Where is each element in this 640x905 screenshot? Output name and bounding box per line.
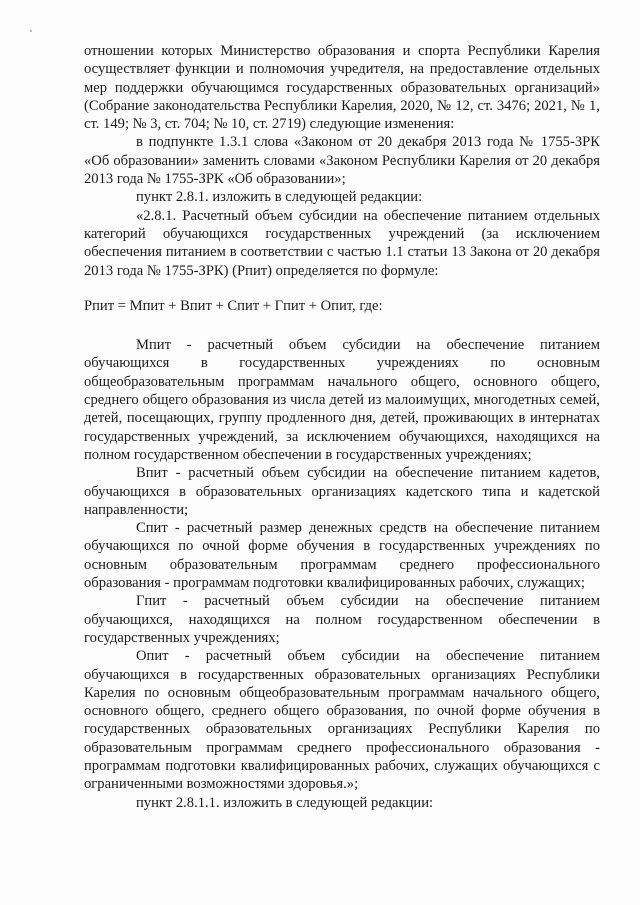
paragraph-subitem-1-3-1: в подпункте 1.3.1 слова «Законом от 20 декабря 2013 года № 1755-ЗРК «Об образовании» заменить словами «Законом Республики Карелия от 20 декабря 2013 года № 1755-ЗРК «Об образовании»; — [84, 134, 600, 188]
scan-speck — [30, 30, 32, 32]
paragraph-intro: отношении которых Министерство образования и спорта Республики Карелия осуществляет функции и полномочия учредителя, на предоставление отдельных мер поддержки обучающимся государственных образовательных организаций» (Собрание законодательства Республики Карелия, 2020, № 12, ст. 3476; 2021, № 1, ст. 149; № 3, ст. 704; № 10, ст. 2719) следующие изменения: — [84, 43, 600, 133]
definition-spit: Спит - расчетный размер денежных средств на обеспечение питанием обучающихся по очной форме обучения в государственных учреждениях по основным образовательным программам среднего профессионального образования - программам подготовки квалифицированных рабочих, служащих; — [84, 520, 600, 592]
definition-opit: Опит - расчетный объем субсидии на обеспечение питанием обучающихся в государственных образовательных организациях Республики Карелия по основным общеобразовательным программам начального общего, основного общего, среднего общего образования, по очной форме обучения в государственных образовательных организациях Республики Карелия по образовательным программам среднего профессионального образования - программам подготовки квалифицированных рабочих, служащих обучающихся с ограниченными возможностями здоровья.»; — [84, 648, 600, 793]
paragraph-item-2-8-1-text: «2.8.1. Расчетный объем субсидии на обеспечение питанием отдельных категорий обучающихся государственных учреждений (за исключением обеспечения питанием в соответствии с частью 1.1 статьи 13 Закона от 20 декабря 2013 года № 1755-ЗРК) (Рпит) определяется по формуле: — [84, 207, 600, 279]
definition-mpit: Мпит - расчетный объем субсидии на обеспечение питанием обучающихся в государственных учреждениях по основным общеобразовательным программам начального общего, основного общего, среднего общего образования из числа детей из малоимущих, многодетных семей, детей, посещающих, группу продленного дня, детей, проживающих в интернатах государственных учреждений, за исключением обучающихся, находящихся на полном государственном обеспечении в государственных учреждениях; — [84, 337, 600, 463]
formula: Рпит = Мпит + Впит + Спит + Гпит + Опит, где: — [84, 297, 383, 314]
document-body — [84, 42, 600, 812]
definition-vpit: Впит - расчетный объем субсидии на обеспечение питанием кадетов, обучающихся в образовательных организациях кадетского типа и кадетской направленности; — [84, 465, 600, 518]
definition-gpit: Гпит - расчетный объем субсидии на обеспечение питанием обучающихся, находящихся на полном государственном обеспечении в государственных учреждениях; — [84, 593, 600, 646]
paragraph-item-2-8-1-1-heading: пункт 2.8.1.1. изложить в следующей редакции: — [136, 794, 434, 811]
paragraph-item-2-8-1-heading: пункт 2.8.1. изложить в следующей редакции: — [136, 189, 423, 206]
